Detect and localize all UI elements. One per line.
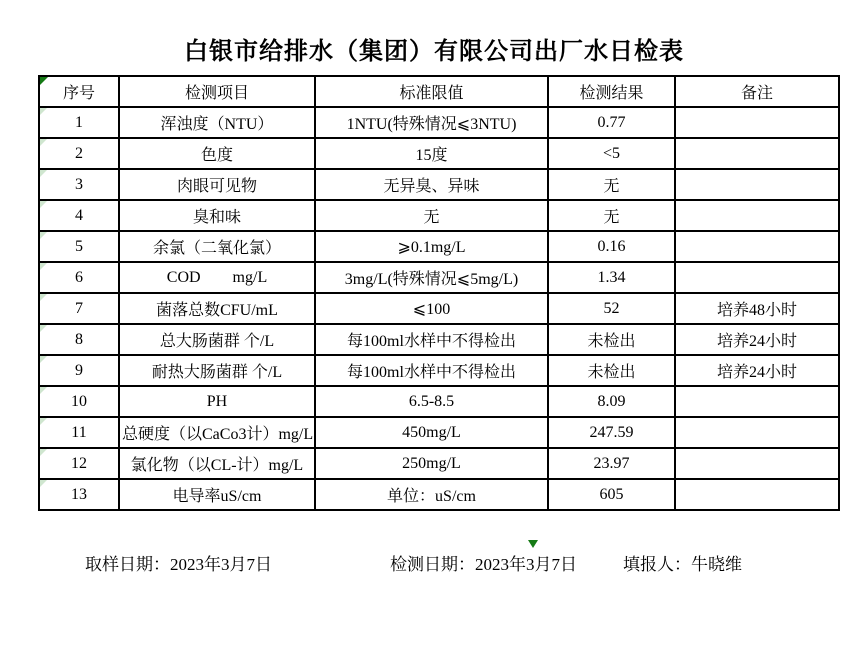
standard-limit-cell: 450mg/L <box>315 417 548 448</box>
test-result-cell: 无 <box>548 169 675 200</box>
remark-cell <box>675 386 839 417</box>
sampling-date-label: 取样日期： <box>85 555 170 574</box>
serial-cell: 6 <box>39 262 119 293</box>
standard-limit-cell: 6.5-8.5 <box>315 386 548 417</box>
table-row <box>39 355 839 386</box>
serial-cell: 7 <box>39 293 119 324</box>
standard-limit-cell: 每100ml水样中不得检出 <box>315 355 548 386</box>
page-title: 白银市给排水（集团）有限公司出厂水日检表 <box>184 39 684 65</box>
remark-cell <box>675 448 839 479</box>
remark-cell <box>675 262 839 293</box>
table-row <box>39 169 839 200</box>
remark-cell <box>675 200 839 231</box>
serial-cell: 9 <box>39 355 119 386</box>
testing-date-value: 2023年3月7日 <box>475 555 577 574</box>
test-item-cell: 总大肠菌群 个/L <box>119 324 315 355</box>
header-remark: 备注 <box>675 76 839 107</box>
test-result-cell: 1.34 <box>548 262 675 293</box>
test-result-cell: 未检出 <box>548 355 675 386</box>
test-result-cell: 0.77 <box>548 107 675 138</box>
excel-artifact-icon <box>528 540 538 548</box>
water-inspection-table <box>38 75 840 511</box>
test-result-cell: 605 <box>548 479 675 510</box>
test-item-cell: PH <box>119 386 315 417</box>
standard-limit-cell: 无异臭、异味 <box>315 169 548 200</box>
test-result-cell: 23.97 <box>548 448 675 479</box>
table-header <box>39 76 839 107</box>
remark-cell <box>675 169 839 200</box>
standard-limit-cell: 无 <box>315 200 548 231</box>
serial-cell: 1 <box>39 107 119 138</box>
remark-cell: 培养48小时 <box>675 293 839 324</box>
table-row <box>39 479 839 510</box>
serial-cell: 2 <box>39 138 119 169</box>
serial-cell: 4 <box>39 200 119 231</box>
table-body <box>39 107 839 510</box>
test-result-cell: 未检出 <box>548 324 675 355</box>
test-item-cell: 浑浊度（NTU） <box>119 107 315 138</box>
sampling-date <box>85 550 272 575</box>
header-serial: 序号 <box>39 76 119 107</box>
sampling-date-value: 2023年3月7日 <box>170 555 272 574</box>
testing-date-label: 检测日期： <box>390 555 475 574</box>
remark-cell <box>675 417 839 448</box>
table-row <box>39 107 839 138</box>
standard-limit-cell: ⩾0.1mg/L <box>315 231 548 262</box>
standard-limit-cell: 单位：uS/cm <box>315 479 548 510</box>
footer <box>0 550 868 572</box>
remark-cell: 培养24小时 <box>675 324 839 355</box>
test-item-cell: 肉眼可见物 <box>119 169 315 200</box>
test-item-cell: 耐热大肠菌群 个/L <box>119 355 315 386</box>
reporter <box>623 550 742 575</box>
testing-date <box>390 550 577 575</box>
test-result-cell: 247.59 <box>548 417 675 448</box>
test-result-cell: 8.09 <box>548 386 675 417</box>
standard-limit-cell: 1NTU(特殊情况⩽3NTU) <box>315 107 548 138</box>
remark-cell <box>675 138 839 169</box>
test-item-cell: 电导率uS/cm <box>119 479 315 510</box>
reporter-value: 牛晓维 <box>691 555 742 574</box>
test-item-cell: 菌落总数CFU/mL <box>119 293 315 324</box>
header-test-item: 检测项目 <box>119 76 315 107</box>
table-row <box>39 386 839 417</box>
test-item-cell: 氯化物（以CL-计）mg/L <box>119 448 315 479</box>
table-row <box>39 417 839 448</box>
test-item-cell: 总硬度（以CaCo3计）mg/L <box>119 417 315 448</box>
remark-cell <box>675 231 839 262</box>
standard-limit-cell: 每100ml水样中不得检出 <box>315 324 548 355</box>
table-row <box>39 448 839 479</box>
test-result-cell: 无 <box>548 200 675 231</box>
table-row <box>39 138 839 169</box>
serial-cell: 12 <box>39 448 119 479</box>
serial-cell: 11 <box>39 417 119 448</box>
header-test-result: 检测结果 <box>548 76 675 107</box>
serial-cell: 5 <box>39 231 119 262</box>
test-item-cell: 色度 <box>119 138 315 169</box>
standard-limit-cell: 15度 <box>315 138 548 169</box>
serial-cell: 10 <box>39 386 119 417</box>
test-result-cell: <5 <box>548 138 675 169</box>
remark-cell <box>675 479 839 510</box>
serial-cell: 3 <box>39 169 119 200</box>
test-result-cell: 52 <box>548 293 675 324</box>
table-row <box>39 324 839 355</box>
header-standard-limit: 标准限值 <box>315 76 548 107</box>
table-row <box>39 231 839 262</box>
standard-limit-cell: ⩽100 <box>315 293 548 324</box>
table-row <box>39 262 839 293</box>
remark-cell <box>675 107 839 138</box>
header-row <box>39 76 839 107</box>
remark-cell: 培养24小时 <box>675 355 839 386</box>
standard-limit-cell: 250mg/L <box>315 448 548 479</box>
serial-cell: 13 <box>39 479 119 510</box>
test-item-cell: COD mg/L <box>119 262 315 293</box>
serial-cell: 8 <box>39 324 119 355</box>
test-item-cell: 臭和味 <box>119 200 315 231</box>
test-result-cell: 0.16 <box>548 231 675 262</box>
standard-limit-cell: 3mg/L(特殊情况⩽5mg/L) <box>315 262 548 293</box>
reporter-label: 填报人： <box>623 555 691 574</box>
table-row <box>39 293 839 324</box>
table-row <box>39 200 839 231</box>
test-item-cell: 余氯（二氧化氯） <box>119 231 315 262</box>
